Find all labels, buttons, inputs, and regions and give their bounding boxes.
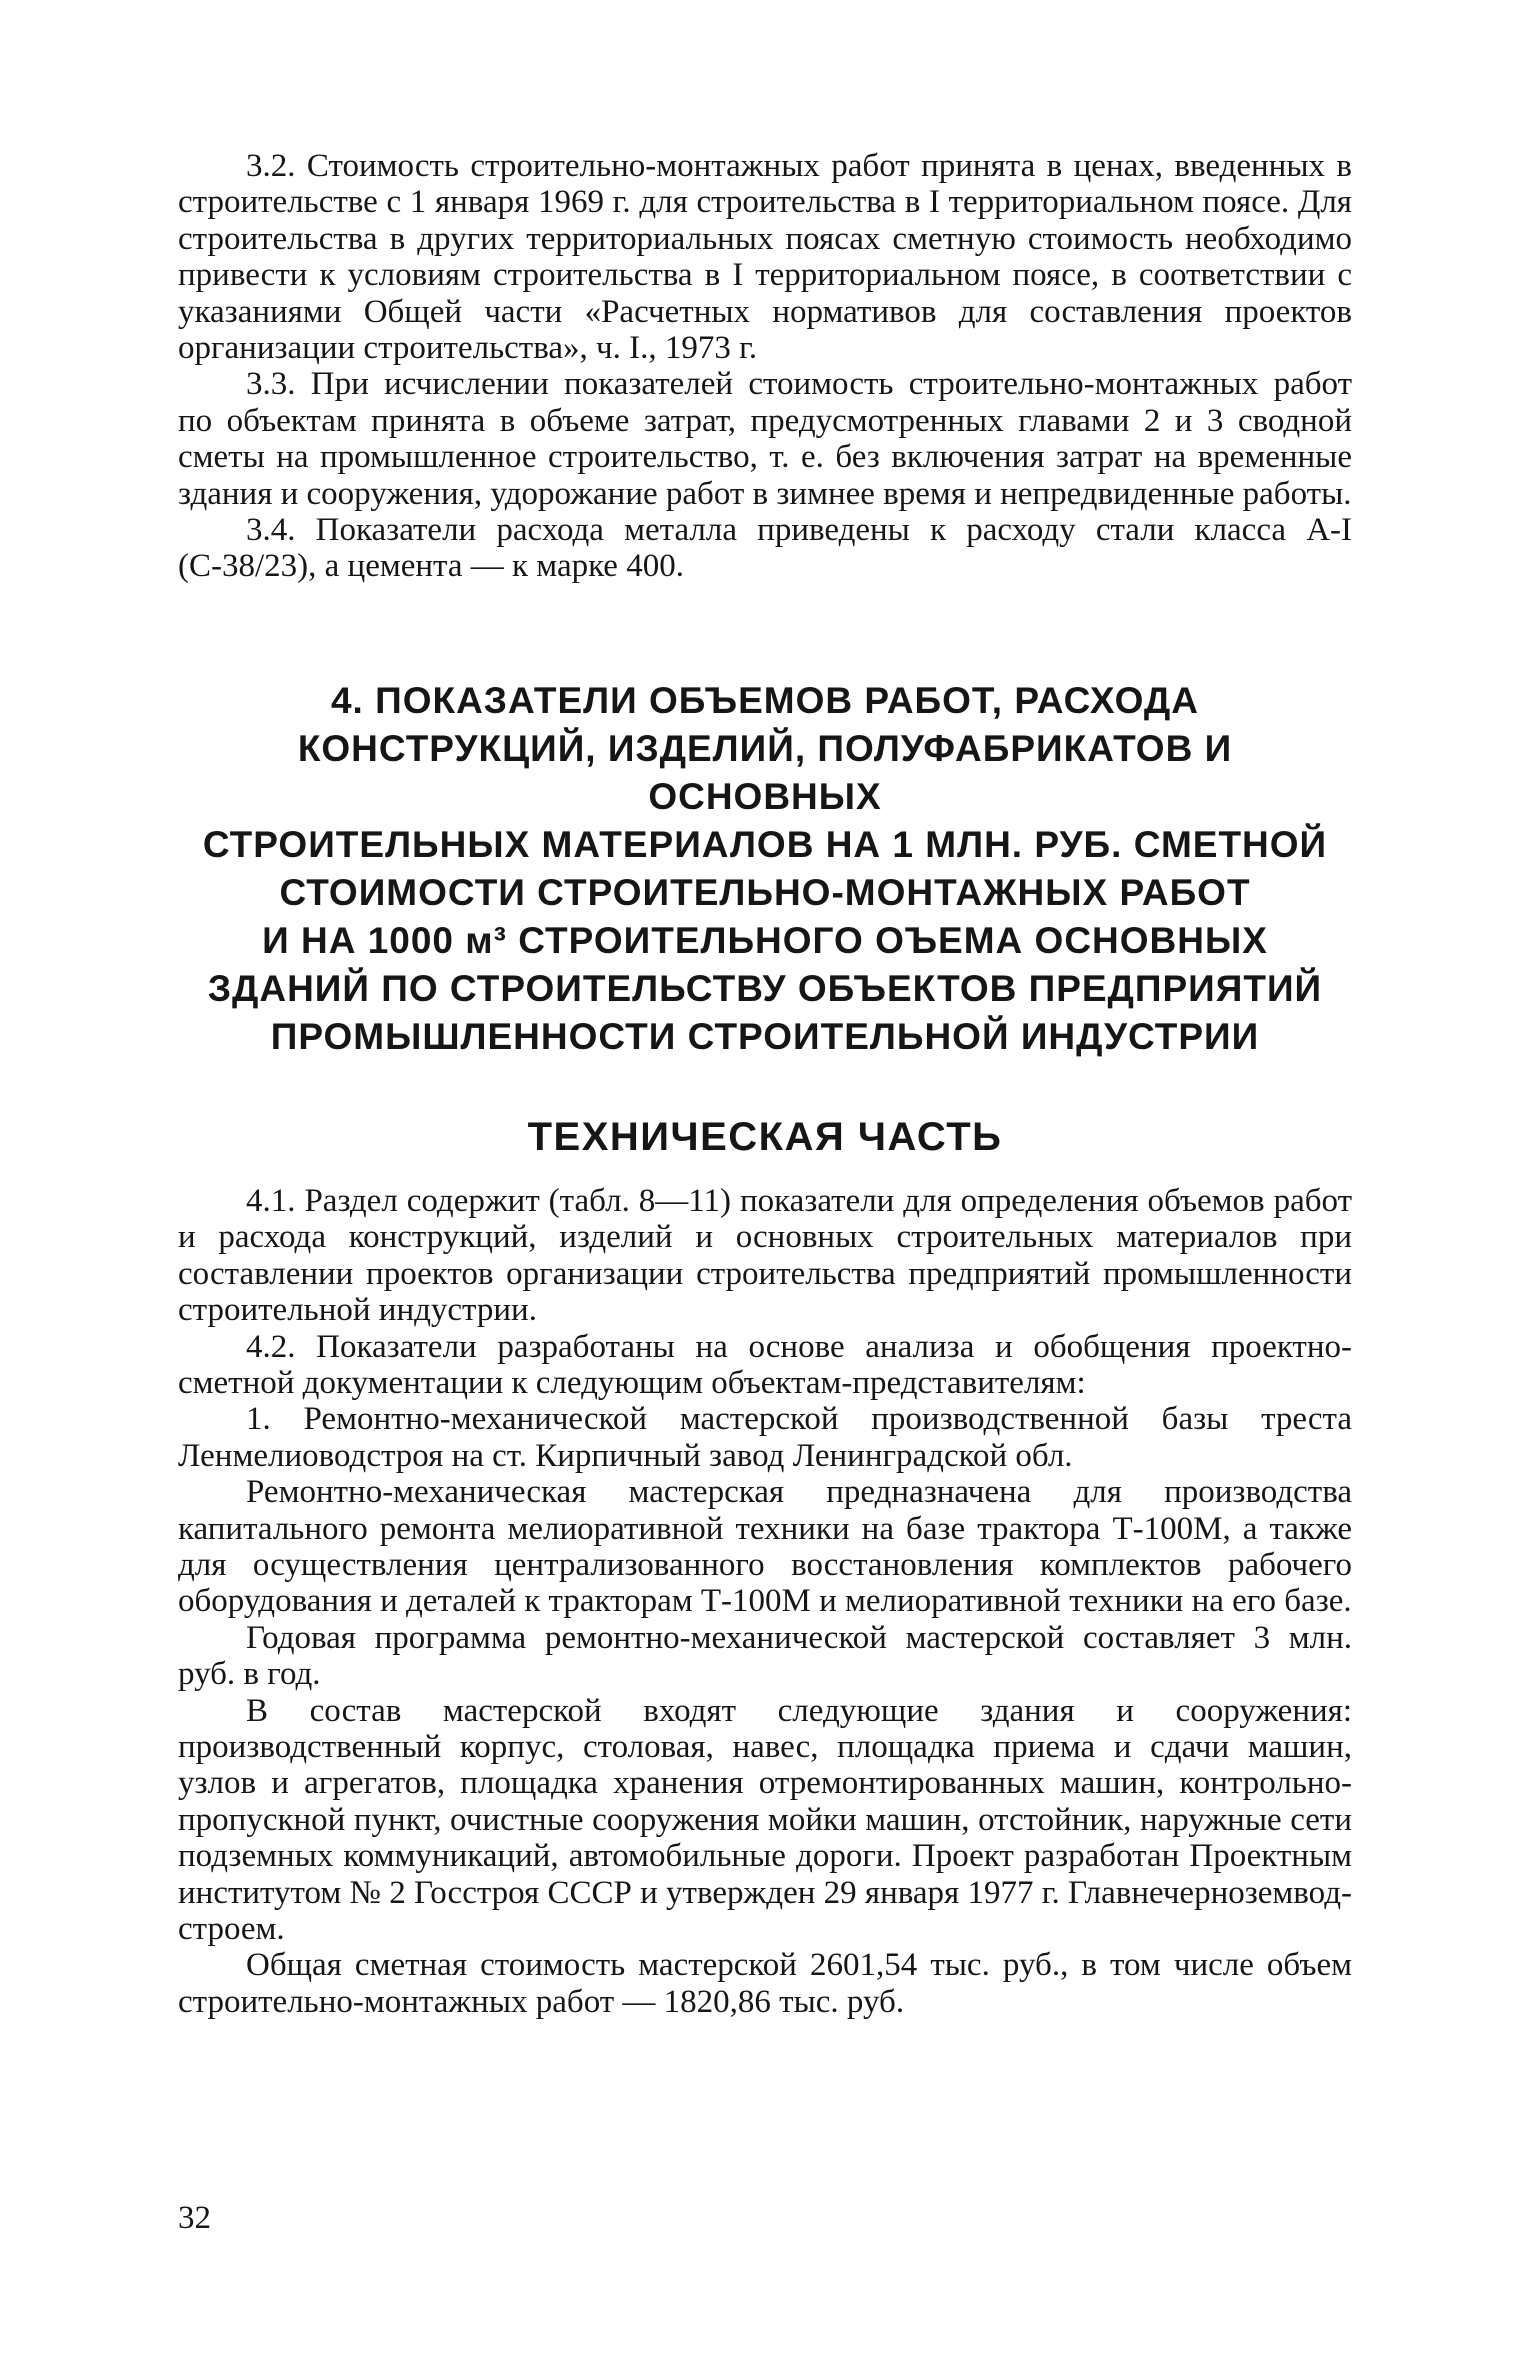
paragraph-total-cost: Общая сметная стоимость мастерской 2601,54 тыс. руб., в том числе объем строительно-монтажных работ — 1820,86 тыс. руб. [178,1947,1352,2020]
paragraph-4-1: 4.1. Раздел содержит (табл. 8—11) показатели для определения объемов работ и расхода конструкций, изделий и основных строительных материалов при составлении проектов организации строительства предприятий промышленности строительной индустрии. [178,1182,1352,1329]
section-title: 4. ПОКАЗАТЕЛИ ОБЪЕМОВ РАБОТ, РАСХОДА КОНСТРУКЦИЙ, ИЗДЕЛИЙ, ПОЛУФАБРИКАТОВ И ОСНОВНЫХ СТРОИТЕЛЬНЫХ МАТЕРИАЛОВ НА 1 МЛН. РУБ. СМЕТНОЙ СТОИМОСТИ СТРОИТЕЛЬНО-МОНТАЖНЫХ РАБОТ И НА 1000 м³ СТРОИТЕЛЬНОГО ОЪЕМА ОСНОВНЫХ ЗДАНИЙ ПО СТРОИТЕЛЬСТВУ ОБЪЕКТОВ ПРЕДПРИЯТИЙ ПРОМЫШЛЕННОСТИ СТРОИТЕЛЬНОЙ ИНДУСТРИИ [202,679,1328,1057]
paragraph-4-2: 4.2. Показатели разработаны на основе анализа и обобщения проектно-сметной документации к следующим объектам-представителям: [178,1328,1352,1401]
paragraph-annual-program: Годовая программа ремонтно-механической мастерской составляет 3 млн. руб. в год. [178,1619,1352,1693]
paragraph-workshop-purpose: Ремонтно-механическая мастерская предназначена для производства капитального ремонта мелиоративной техники на базе трактора Т-100М, а также для осуществления централизованного восстановления комплектов рабочего оборудования и деталей к тракторам Т-100М и мелиоративной техники на его базе. [178,1474,1352,1620]
document-page [178,148,1352,2020]
list-item-1: 1. Ремонтно-механической мастерской производственной базы треста Ленмелиоводстроя на ст. Кирпичный завод Ленинградской обл. [178,1401,1352,1474]
page-number: 32 [178,2200,211,2236]
paragraph-3-4: 3.4. Показатели расхода металла приведены к расходу стали класса А-I (С-38/23), а цемента — к марке 400. [178,512,1352,585]
paragraph-3-2: 3.2. Стоимость строительно-монтажных работ принята в ценах, введенных в строительстве с 1 января 1969 г. для строительства в I территориальном поясе. Для строительства в других территориальных поясах сметную стоимость необходимо привести к условиям строительства в I территориальном поясе, в соответствии с указаниями Общей части «Расчетных нормативов для составления проектов организации строительства», ч. I., 1973 г. [178,148,1352,367]
paragraph-3-3: 3.3. При исчислении показателей стоимость строительно-монтажных работ по объектам принята в объеме затрат, предусмотренных главами 2 и 3 сводной сметы на промышленное строительство, т. е. без включения затрат на временные здания и сооружения, удорожание работ в зимнее время и непредвиденные работы. [178,366,1352,512]
paragraph-workshop-composition: В состав мастерской входят следующие здания и сооружения: производственный корпус, столовая, навес, площадка приема и сдачи машин, узлов и агрегатов, площадка хранения отремонтированных машин, контрольно-пропускной пункт, очистные сооружения мойки машин, отстойник, наружные сети подземных коммуникаций, автомобильные дороги. Проект разработан Проектным институтом № 2 Госстроя СССР и утвержден 29 января 1977 г. Главнечерноземводстроем. [178,1692,1352,1947]
section-subtitle: ТЕХНИЧЕСКАЯ ЧАСТЬ [527,1114,1003,1159]
